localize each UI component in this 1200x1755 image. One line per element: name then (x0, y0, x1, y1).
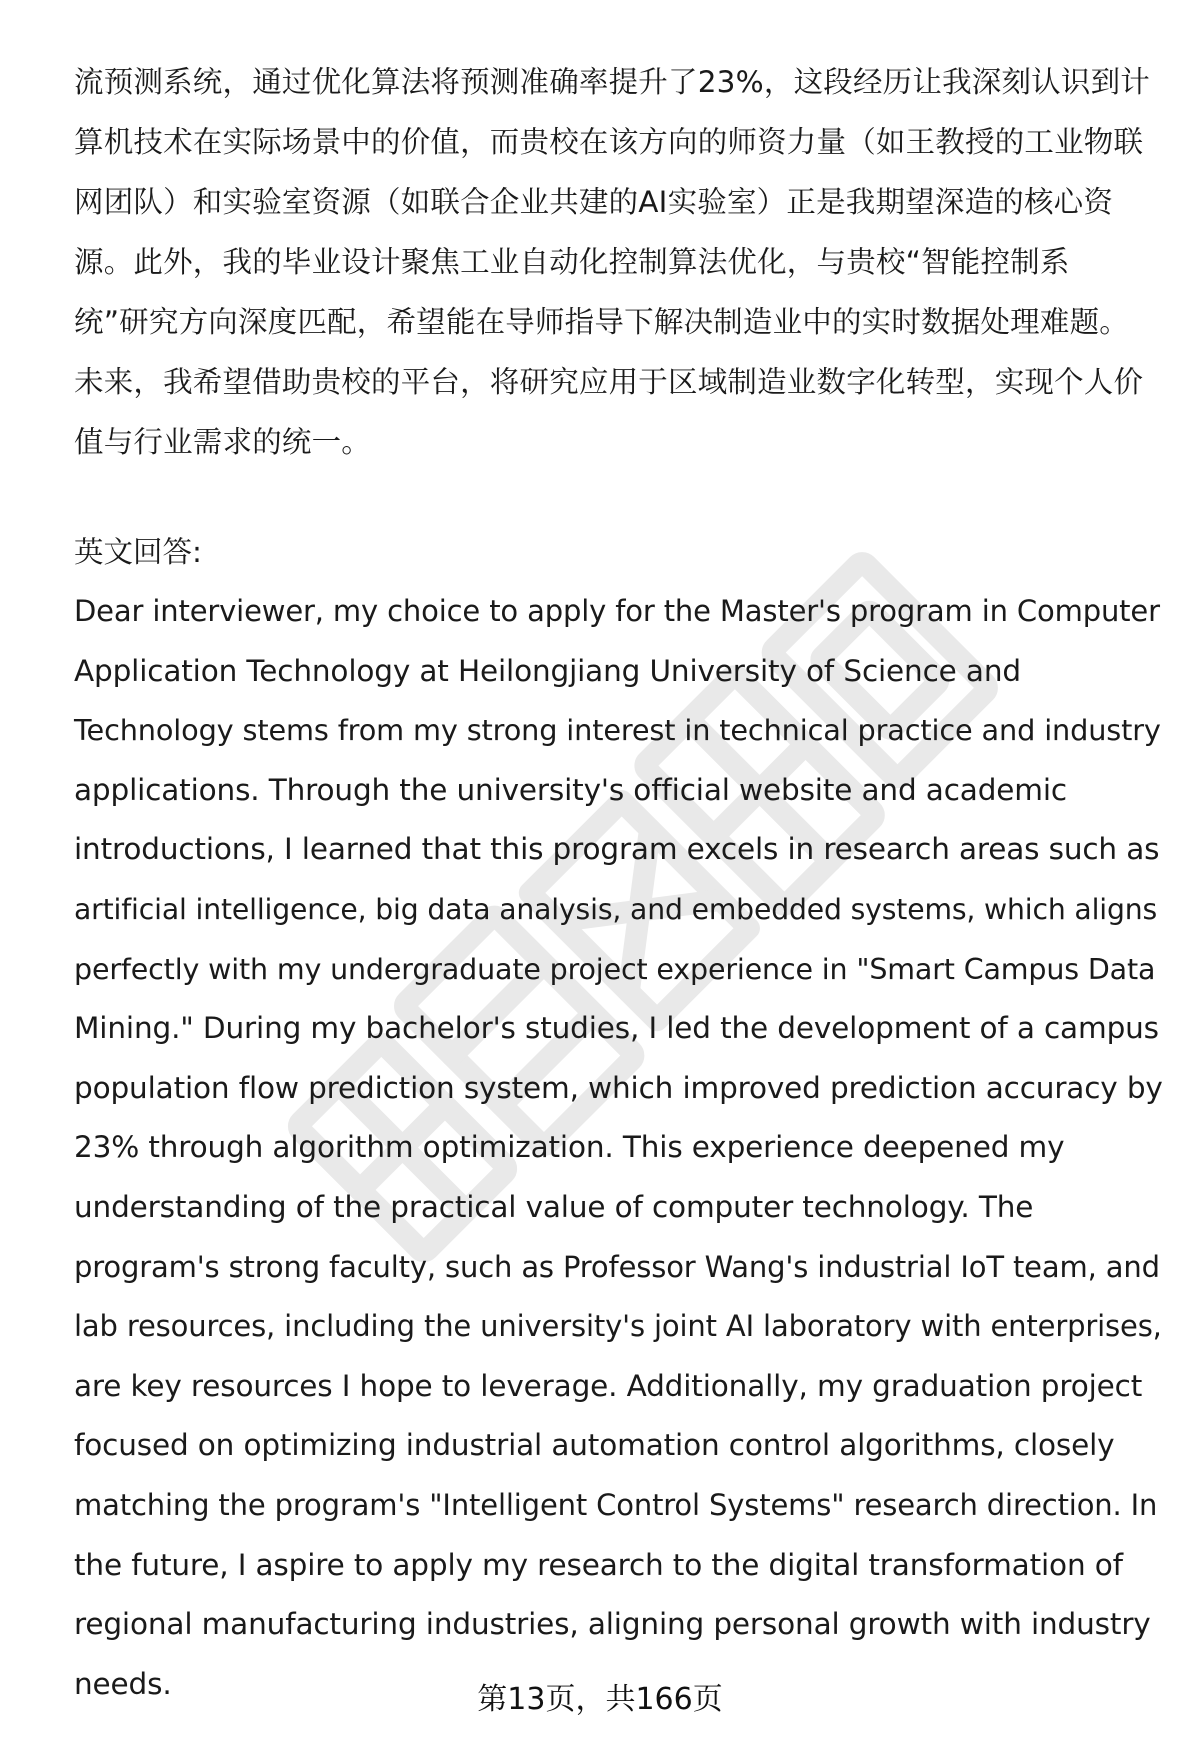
english-line-12: program's strong faculty, such as Professor Wang's industrial IoT team, and (74, 1249, 1160, 1284)
english-line-10: 23% through algorithm optimization. This experience deepened my (74, 1130, 1065, 1165)
english-line-13: lab resources, including the university's joint AI laboratory with enterprises, (74, 1309, 1162, 1344)
chinese-line-7: 值与行业需求的统一。 (74, 425, 372, 459)
english-line-11: understanding of the practical value of computer technology. The (74, 1189, 1034, 1224)
chinese-line-6: 未来，我希望借助贵校的平台，将研究应用于区域制造业数字化转型，实现个人价 (74, 365, 1144, 399)
english-answer-paragraph (74, 582, 1164, 1714)
english-line-4: applications. Through the university's official website and academic (74, 772, 1067, 807)
chinese-answer-paragraph (74, 52, 1164, 472)
main-content (74, 52, 1164, 1714)
chinese-line-2: 算机技术在实际场景中的价值，而贵校在该方向的师资力量（如王教授的工业物联 (74, 125, 1144, 159)
english-line-8: Mining." During my bachelor's studies, I led the development of a campus (74, 1011, 1159, 1046)
english-answer-label: 英文回答: (74, 535, 202, 569)
english-line-7: perfectly with my undergraduate project experience in "Smart Campus Data (74, 952, 1156, 986)
english-line-18: regional manufacturing industries, aligning personal growth with industry (74, 1607, 1151, 1642)
english-line-15: focused on optimizing industrial automation control algorithms, closely (74, 1428, 1115, 1463)
chinese-line-3: 网团队）和实验室资源（如联合企业共建的AI实验室）正是我期望深造的核心资 (74, 185, 1114, 219)
chinese-line-5: 统”研究方向深度匹配，希望能在导师指导下解决制造业中的实时数据处理难题。 (74, 305, 1129, 339)
english-line-5: introductions, I learned that this program excels in research areas such as (74, 832, 1160, 867)
english-line-19: needs. (74, 1666, 172, 1701)
english-line-9: population flow prediction system, which improved prediction accuracy by (74, 1070, 1163, 1105)
chinese-line-4: 源。此外，我的毕业设计聚焦工业自动化控制算法优化，与贵校“智能控制系 (74, 245, 1070, 279)
chinese-line-1: 流预测系统，通过优化算法将预测准确率提升了23%，这段经历让我深刻认识到计 (74, 65, 1150, 99)
english-line-2: Application Technology at Heilongjiang University of Science and (74, 653, 1021, 688)
english-line-17: the future, I aspire to apply my research to the digital transformation of (74, 1547, 1123, 1582)
english-line-14: are key resources I hope to leverage. Additionally, my graduation project (74, 1368, 1143, 1403)
english-line-6: artificial intelligence, big data analysis, and embedded systems, which aligns (74, 892, 1158, 926)
english-line-3: Technology stems from my strong interest in technical practice and industry (74, 713, 1161, 748)
english-line-16: matching the program's "Intelligent Control Systems" research direction. In (74, 1487, 1158, 1522)
english-line-1: Dear interviewer, my choice to apply for the Master's program in Computer (74, 594, 1160, 628)
page-number-footer: 第13页，共166页 (477, 1682, 723, 1717)
